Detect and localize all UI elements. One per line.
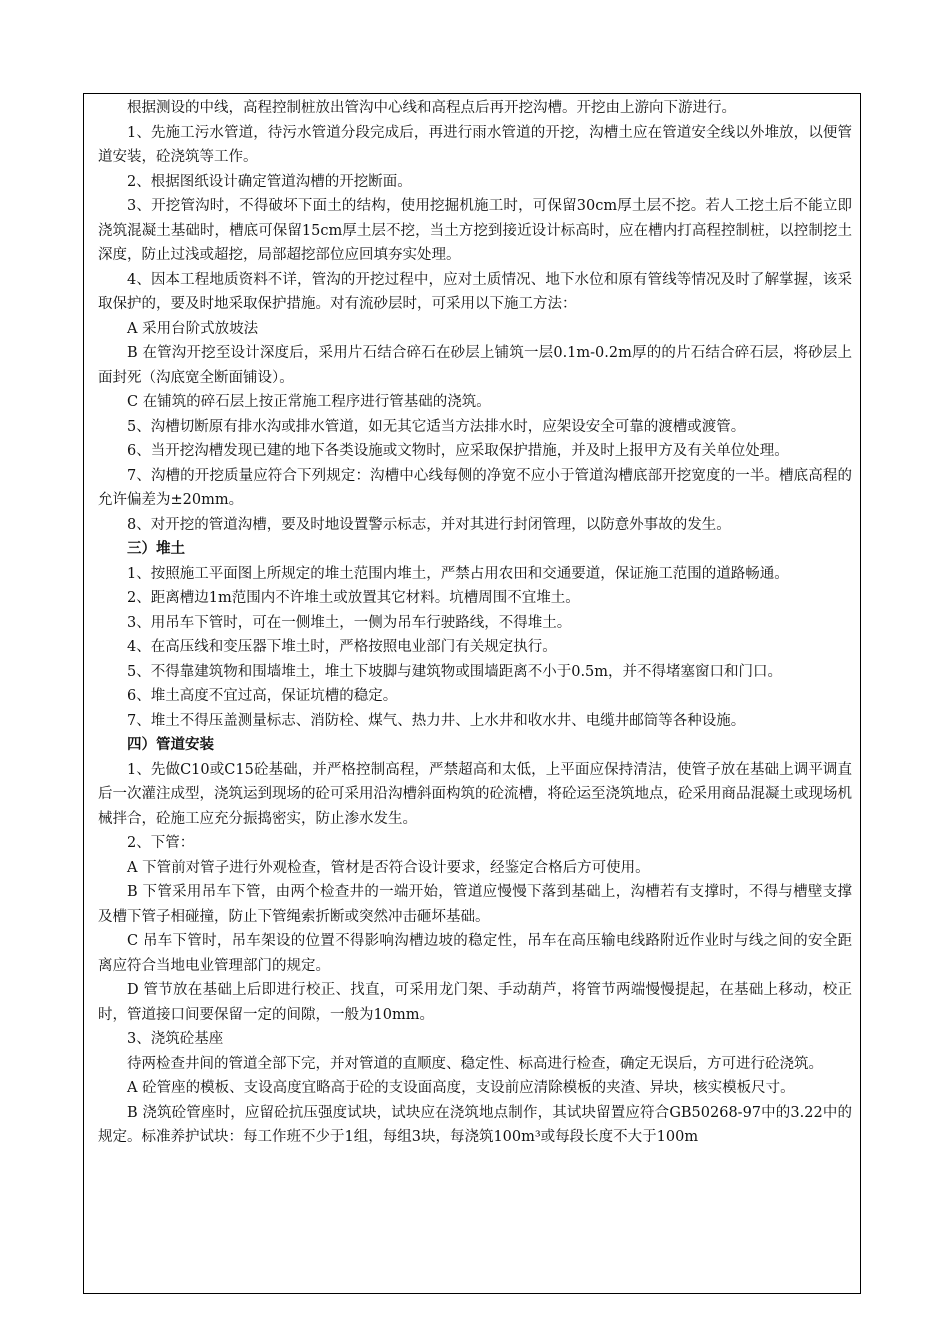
paragraph: 8、对开挖的管道沟槽，要及时地设置警示标志，并对其进行封闭管理，以防意外事故的发生。 — [127, 516, 731, 533]
paragraph: B 下管采用吊车下管，由两个检查井的一端开始，管道应慢慢下落到基础上，沟槽若有支撑时，不得与槽壁支撑及槽下管子相碰撞，防止下管绳索折断或突然冲击砸坏基础。 — [98, 884, 852, 925]
paragraph: B 浇筑砼管座时，应留砼抗压强度试块，试块应在浇筑地点制作，其试块留置应符合GB50268-97中的3.22中的规定。标准养护试块：每工作班不少于1组，每组3块，每浇筑100m³或每段长度不大于100m — [98, 1104, 852, 1145]
paragraph: 4、因本工程地质资料不详，管沟的开挖过程中，应对土质情况、地下水位和原有管线等情况及时了解掌握，该采取保护的，要及时地采取保护措施。对有流砂层时，可采用以下施工方法： — [98, 271, 852, 312]
paragraph: 1、按照施工平面图上所规定的堆土范围内堆土，严禁占用农田和交通要道，保证施工范围的道路畅通。 — [127, 565, 789, 582]
paragraph: 6、堆土高度不宜过高，保证坑槽的稳定。 — [127, 688, 398, 704]
paragraph: 3、开挖管沟时，不得破坏下面土的结构，使用挖掘机施工时，可保留30cm厚土层不挖。若人工挖土后不能立即浇筑混凝土基础时，槽底可保留15cm厚土层不挖，当土方挖到接近设计标高时，应在槽内打高程控制桩，以控制挖土深度，防止过浅或超挖，局部超挖部位应回填夯实处理。 — [98, 198, 852, 263]
paragraph: 2、距离槽边1m范围内不许堆土或放置其它材料。坑槽周围不宜堆土。 — [127, 590, 580, 606]
paragraph: C 在铺筑的碎石层上按正常施工程序进行管基础的浇筑。 — [127, 394, 491, 410]
paragraph: D 管节放在基础上后即进行校正、找直，可采用龙门架、手动葫芦，将管节两端慢慢提起，在基础上移动，校正时，管道接口间要保留一定的间隙，一般为10mm。 — [98, 982, 852, 1023]
paragraph: 3、浇筑砼基座 — [127, 1031, 224, 1047]
paragraph: 4、在高压线和变压器下堆土时，严格按照电业部门有关规定执行。 — [127, 639, 557, 655]
paragraph: 7、堆土不得压盖测量标志、消防栓、煤气、热力井、上水井和收水井、电缆井邮筒等各种设施。 — [127, 712, 746, 729]
paragraph: 根据测设的中线，高程控制桩放出管沟中心线和高程点后再开挖沟槽。开挖由上游向下游进行。 — [127, 100, 736, 116]
paragraph: 2、根据图纸设计确定管道沟槽的开挖断面。 — [127, 173, 412, 190]
paragraph: 1、先施工污水管道，待污水管道分段完成后，再进行雨水管道的开挖，沟槽土应在管道安全线以外堆放，以便管道安装，砼浇筑等工作。 — [98, 124, 852, 165]
paragraph: 5、沟槽切断原有排水沟或排水管道，如无其它适当方法排水时，应架设安全可靠的渡槽或渡管。 — [127, 418, 746, 435]
paragraph: C 吊车下管时，吊车架设的位置不得影响沟槽边坡的稳定性，吊车在高压输电线路附近作业时与线之间的安全距离应符合当地电业管理部门的规定。 — [98, 933, 852, 974]
paragraph: 6、当开挖沟槽发现已建的地下各类设施或文物时，应采取保护措施，并及时上报甲方及有关单位处理。 — [127, 443, 789, 459]
paragraph: A 砼管座的模板、支设高度宜略高于砼的支设面高度，支设前应清除模板的夹渣、异块，核实模板尺寸。 — [127, 1080, 795, 1096]
document-frame — [83, 93, 861, 1294]
paragraph: 1、先做C10或C15砼基础，并严格控制高程，严禁超高和太低，上平面应保持清洁，使管子放在基础上调平调直后一次灌注成型，浇筑运到现场的砼可采用沿沟槽斜面构筑的砼流槽，将砼运至浇筑地点，砼采用商品混凝土或现场机械拌合，砼施工应充分振捣密实，防止渗水发生。 — [98, 761, 852, 827]
paragraph: 待两检查井间的管道全部下完，并对管道的直顺度、稳定性、标高进行检查，确定无误后，方可进行砼浇筑。 — [127, 1055, 823, 1072]
document-body — [98, 96, 852, 1150]
paragraph: 2、下管： — [127, 835, 195, 851]
paragraph: 3、用吊车下管时，可在一侧堆土，一侧为吊车行驶路线，不得堆土。 — [127, 614, 572, 631]
paragraph: 5、不得靠建筑物和围墙堆土，堆土下坡脚与建筑物或围墙距离不小于0.5m，并不得堵塞窗口和门口。 — [127, 663, 783, 680]
paragraph: B 在管沟开挖至设计深度后，采用片石结合碎石在砂层上铺筑一层0.1m-0.2m厚的的片石结合碎石层，将砂层上面封死（沟底宽全断面铺设）。 — [98, 345, 852, 386]
section-heading: 四）管道安装 — [127, 736, 214, 753]
paragraph: A 采用台阶式放坡法 — [127, 320, 259, 337]
paragraph: A 下管前对管子进行外观检查，管材是否符合设计要求，经鉴定合格后方可使用。 — [127, 859, 650, 876]
section-heading: 三）堆土 — [127, 540, 185, 557]
paragraph: 7、沟槽的开挖质量应符合下列规定：沟槽中心线每侧的净宽不应小于管道沟槽底部开挖宽度的一半。槽底高程的允许偏差为±20mm。 — [98, 467, 852, 508]
